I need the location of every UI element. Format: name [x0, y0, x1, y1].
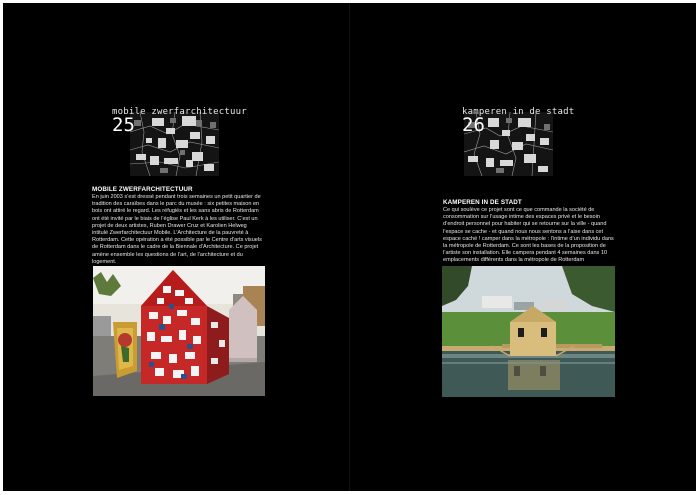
left-header-title: mobile zwerfarchitectuur	[112, 107, 247, 117]
left-header-number: 25	[112, 114, 135, 136]
magazine-spread	[3, 3, 696, 491]
right-header-number: 26	[462, 114, 485, 136]
right-article	[443, 199, 618, 265]
left-page	[3, 3, 349, 491]
left-article-title: MOBILE ZWERFARCHITECTUUR	[92, 186, 193, 193]
left-header	[112, 107, 252, 141]
right-page	[350, 3, 696, 491]
right-article-body: Ce qui soulève ce projet sont ce que commande la société de consommation sur l’usage intime des espaces privé et le besoin d’endroit personnel pour habiter qui se retourne sur la ville - quand l’espace se cache - et quand nous nous sentons a l’aise dans cet espace caché ! camper dans la métropole : l’intime d’un individu dans la métropole de Rotterdam. Ce sont les bases de la proposition de l’artiste son installation. Elle campera pendant 4 semaines dans 10 emplacements différents dans la métropole de Rotterdam	[443, 207, 614, 264]
left-article	[92, 186, 264, 266]
left-article-body: En juin 2003 s’est dressé pendant trois semaines un petit quartier de tradition des caraïbes dans le parc du musée : six petites maison en bois ont attiré le regard. Les réfugiés et les sans abris de Rotterdam ont été invité par le biais de l’église Paul Kerk à les utiliser. C’est un projet de deux artistes, Ruben Drawer Cruz et Karolien Helweg intitulé Zwerfarchitectuur Mobile. L’Architecture de la pauvreté à Rotterdam. Cette opération a été possible par le Centre d’arts visuels de Rotterdam dans le cadre de la Biennale d’Architecture. Ce projet amène ensemble les questions de l’art, de l’architecture et du logement.	[92, 194, 262, 265]
right-photo	[442, 266, 615, 397]
left-photo	[93, 266, 265, 396]
right-header-title: kamperen in de stadt	[462, 107, 575, 117]
right-article-title: KAMPEREN IN DE STADT	[443, 199, 522, 206]
right-header	[462, 107, 602, 141]
